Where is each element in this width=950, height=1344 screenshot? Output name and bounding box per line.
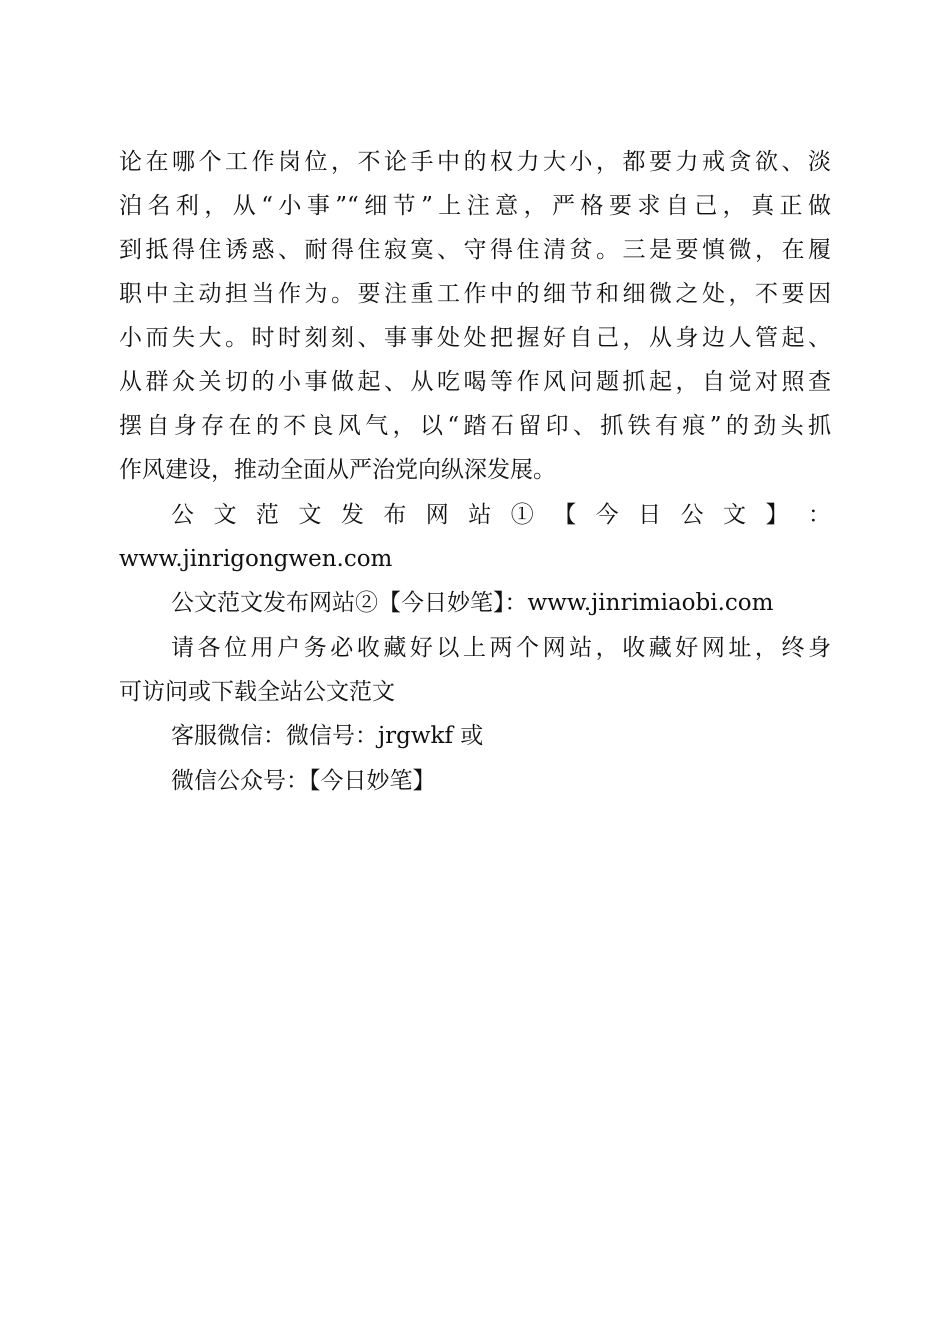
body-line-6: 从群众关切的小事做起、从吃喝等作风问题抓起，自觉对照查 — [119, 369, 831, 395]
site2-notice: 公文范文发布网站②【今日妙笔】：www.jinrimiaobi.com — [171, 590, 774, 616]
bookmark-notice-line-1: 请各位用户务必收藏好以上两个网站，收藏好网址，终身 — [171, 635, 831, 661]
wechat-public-account: 微信公众号：【今日妙笔】 — [171, 768, 436, 794]
body-line-3: 到抵得住诱惑、耐得住寂寞、守得住清贫。三是要慎微，在履 — [119, 237, 831, 263]
body-line-4: 职中主动担当作为。要注重工作中的细节和细微之处，不要因 — [119, 281, 831, 307]
site1-url: www.jinrigongwen.com — [119, 546, 393, 572]
wechat-service: 客服微信：微信号：jrgwkf 或 — [171, 723, 484, 749]
body-line-1: 论在哪个工作岗位，不论手中的权力大小，都要力戒贪欲、淡 — [119, 149, 831, 175]
site1-notice: 公 文 范 文 发 布 网 站 ① 【 今 日 公 文 】 ： — [171, 502, 831, 528]
body-line-5: 小而失大。时时刻刻、事事处处把握好自己，从身边人管起、 — [119, 325, 831, 351]
body-line-2: 泊名利，从“小事”“细节”上注意，严格要求自己，真正做 — [119, 193, 831, 219]
body-line-7: 摆自身存在的不良风气，以“踏石留印、抓铁有痕”的劲头抓 — [119, 413, 831, 439]
bookmark-notice-line-2: 可访问或下载全站公文范文 — [119, 679, 395, 705]
body-line-8: 作风建设，推动全面从严治党向纵深发展。 — [119, 457, 556, 483]
